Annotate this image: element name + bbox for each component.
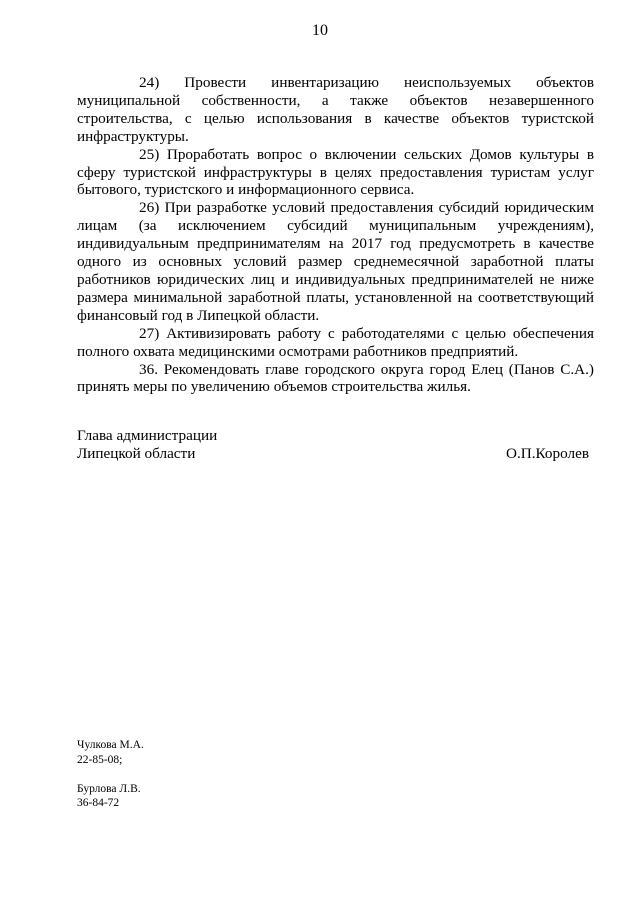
document-body [77, 74, 594, 396]
paragraph-27: 27) Активизировать работу с работодателями с целью обеспечения полного охвата медицинскими осмотрами работников предприятий. [77, 324, 594, 360]
paragraph-25: 25) Проработать вопрос о включении сельских Домов культуры в сферу туристской инфраструктуры в целях предоставления туристам услуг бытового, туристского и информационного сервиса. [77, 145, 594, 199]
contact-name: Бурлова Л.В. [77, 782, 141, 795]
signatory-title-line-2: Липецкой области [77, 444, 196, 462]
paragraph-26: 26) При разработке условий предоставления субсидий юридическим лицам (за исключением субсидий муниципальным учреждениям), индивидуальным предпринимателям на 2017 год предусмотреть в качестве одного из основных условий размер среднемесячной заработной платы работников юридических лиц и индивидуальных предпринимателей не ниже размера минимальной заработной платы, установленной на соответствующий финансовый год в Липецкой области. [77, 199, 594, 324]
signatory-name: О.П.Королев [506, 444, 589, 462]
contact-name: Чулкова М.А. [77, 739, 144, 751]
signatory-title-line-1: Глава администрации [77, 427, 218, 444]
contact-phone: 36-84-72 [77, 797, 120, 809]
contact-phone: 22-85-08; [77, 753, 123, 766]
page-number: 10 [312, 22, 328, 39]
contacts-block [77, 738, 144, 825]
paragraph-24: 24) Провести инвентаризацию неиспользуемых объектов муниципальной собственности, а также объектов незавершенного строительства, с целью использования в качестве объектов туристской инфраструктуры. [77, 74, 594, 145]
contact-item [77, 738, 144, 767]
signature-block [77, 427, 594, 463]
contact-item [77, 782, 144, 811]
paragraph-36: 36. Рекомендовать главе городского округа город Елец (Панов С.А.) принять меры по увеличению объемов строительства жилья. [77, 360, 594, 396]
